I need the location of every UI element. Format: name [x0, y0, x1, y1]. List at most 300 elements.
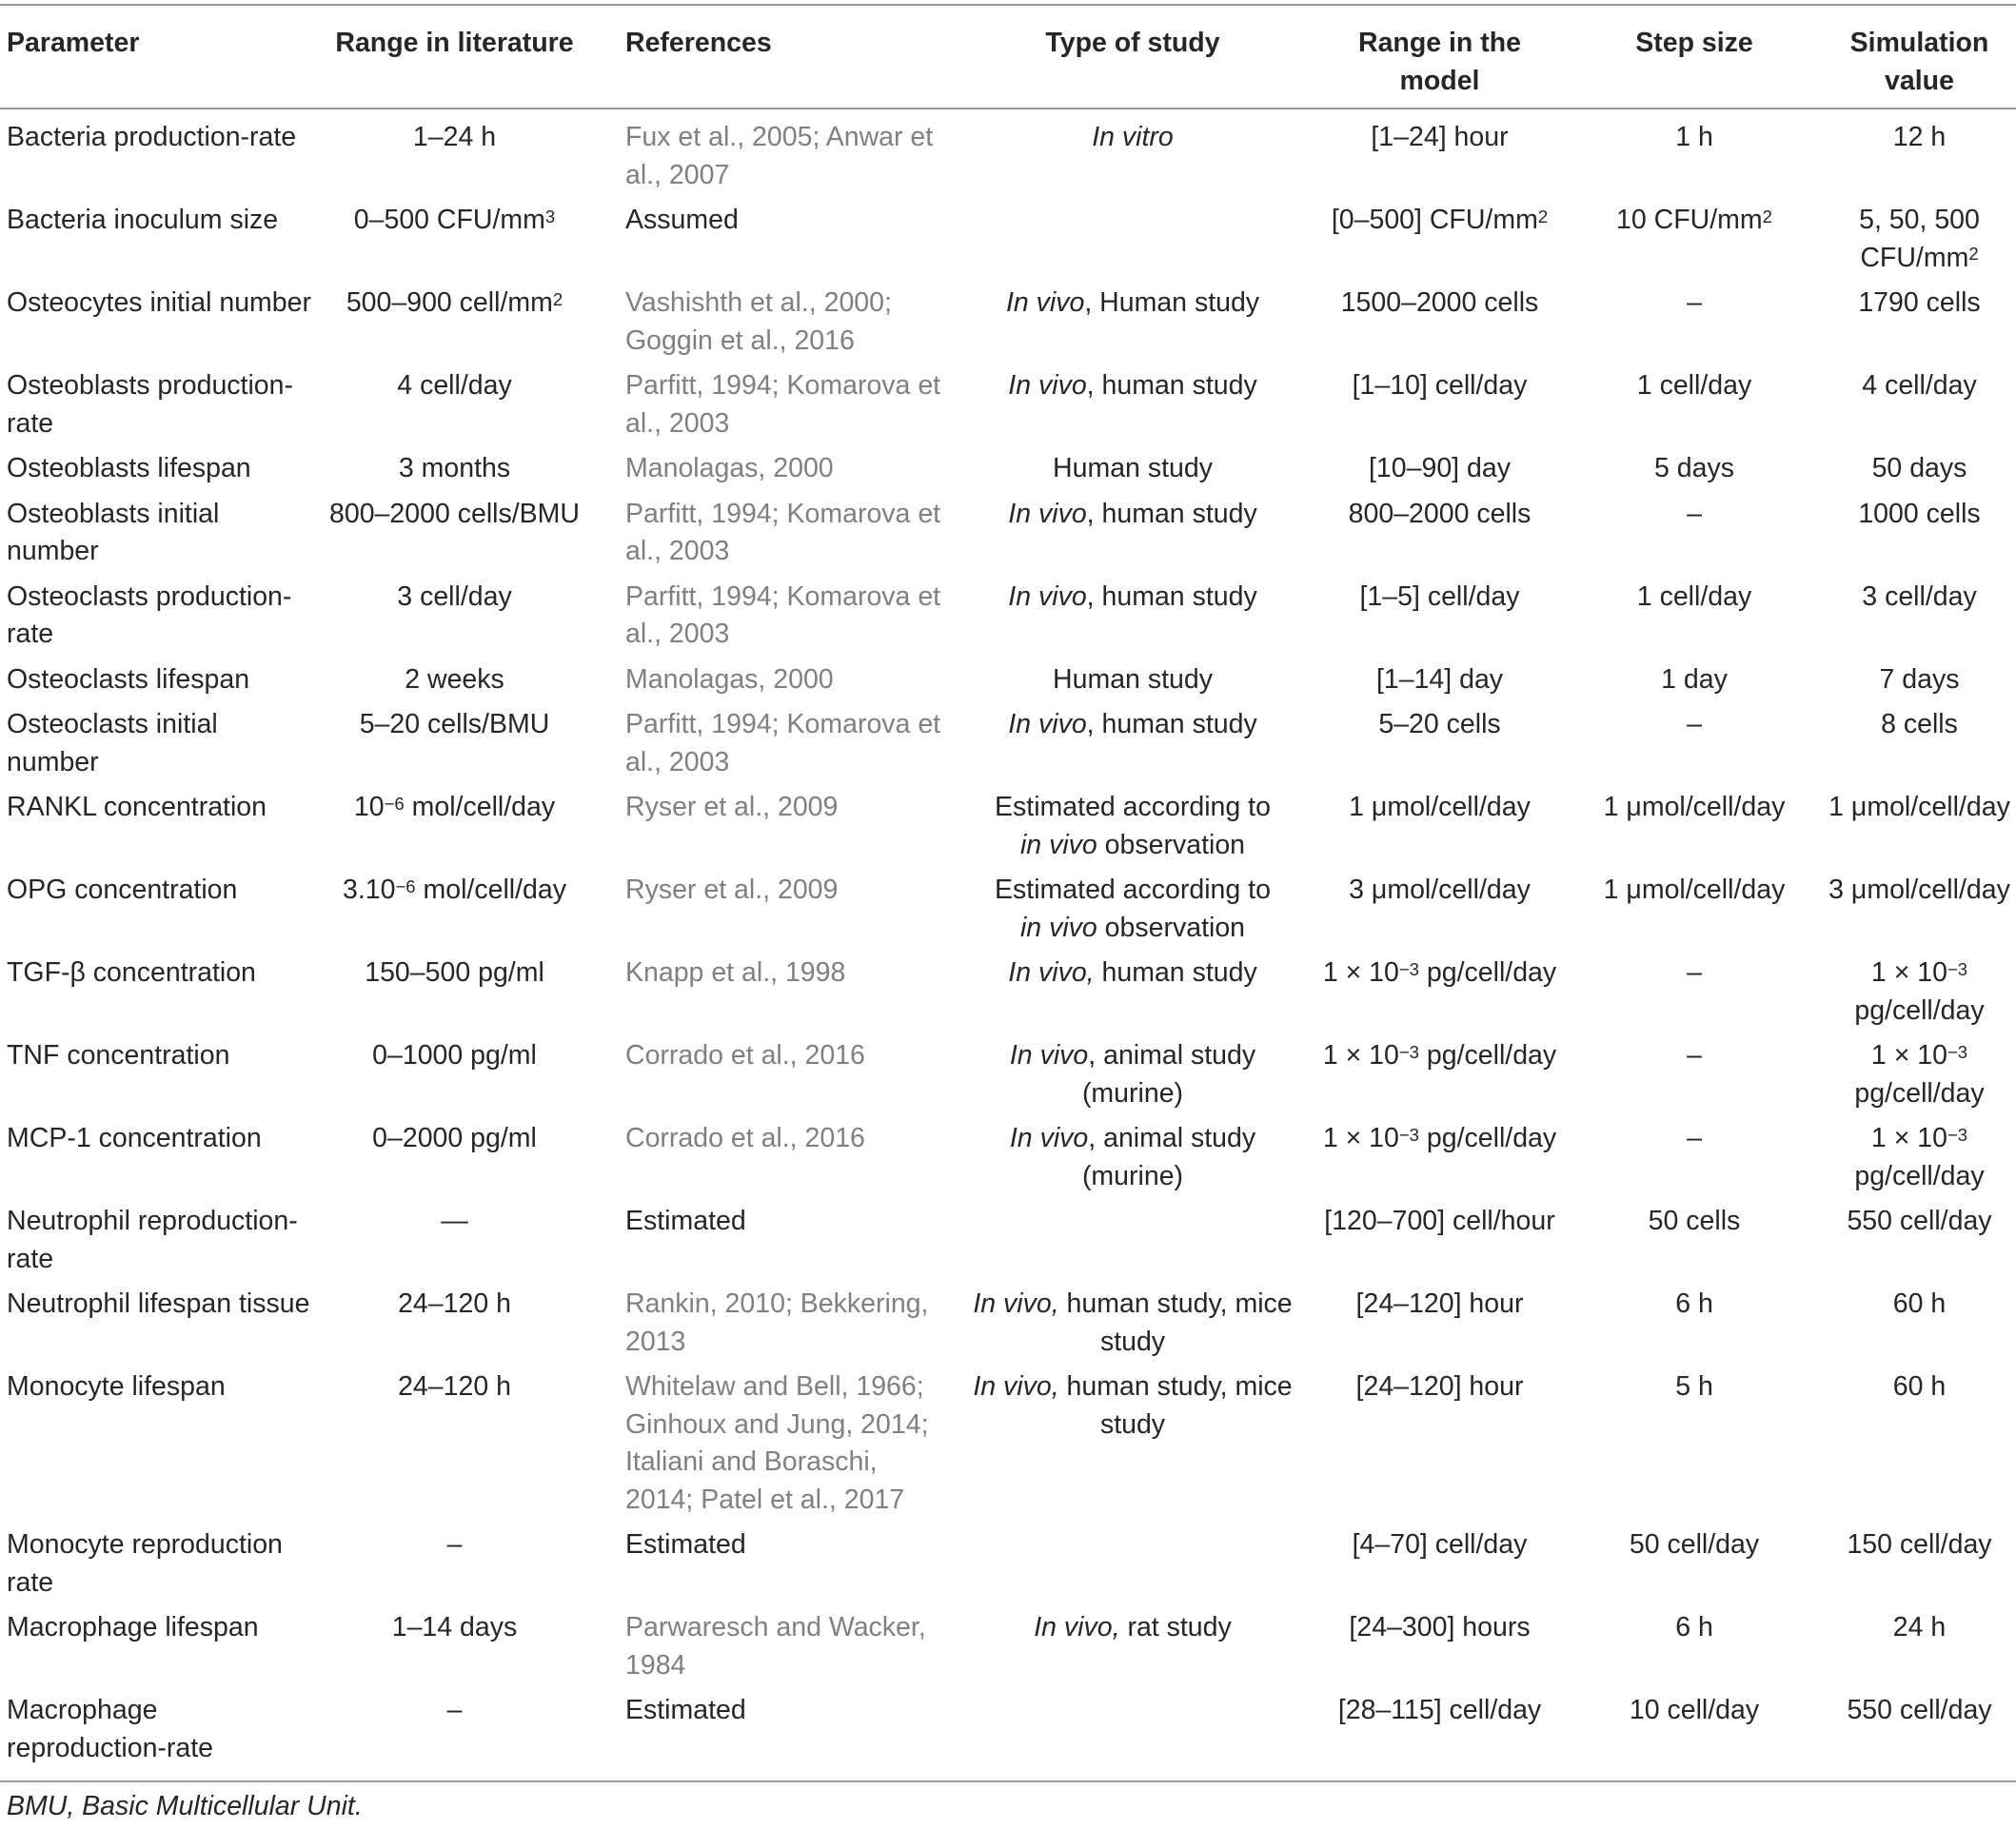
parameter-text: Osteoclasts initial number — [7, 709, 218, 777]
cell-type-of-study — [952, 658, 1314, 703]
parameter-text: TNF concentration — [7, 1040, 230, 1071]
range-literature-text: 500–900 cell/mm — [346, 287, 553, 318]
cell-simulation-value — [1823, 1199, 2016, 1282]
study-italic: In vivo — [1008, 709, 1087, 739]
simulation-value-text: 550 cell/day — [1847, 1695, 1992, 1725]
study-italic: In vitro — [1092, 122, 1174, 152]
simulation-value-text: 7 days — [1879, 663, 1960, 695]
study-rest: human study, mice study — [1058, 1288, 1293, 1357]
cell-simulation-value — [1823, 364, 2016, 446]
parameter-text: MCP-1 concentration — [7, 1123, 262, 1153]
cell-references — [590, 1033, 952, 1116]
cell-range-literature — [319, 364, 590, 446]
range-literature-text: 800–2000 cells/BMU — [329, 498, 580, 529]
range-model-superscript: −3 — [1398, 958, 1419, 979]
table-row — [0, 492, 2016, 575]
cell-references — [590, 1199, 952, 1282]
range-literature-text: 3.10 — [342, 875, 396, 905]
cell-type-of-study — [952, 364, 1314, 446]
references-text: Parfitt, 1994; Komarova et al., 2003 — [625, 498, 941, 566]
cell-type-of-study — [952, 575, 1314, 658]
parameter-text: Osteoblasts lifespan — [7, 453, 251, 483]
table-row — [0, 1688, 2016, 1781]
cell-parameter — [0, 281, 319, 364]
references-text: Assumed — [625, 205, 739, 235]
range-model-suffix: pg/cell/day — [1418, 957, 1557, 988]
references-text: Estimated — [625, 1206, 746, 1236]
parameter-text: Macrophage reproduction-rate — [7, 1695, 214, 1763]
range-model-text: 3 μmol/cell/day — [1349, 875, 1531, 905]
cell-range-literature — [319, 108, 590, 198]
simulation-value-text: 8 cells — [1881, 709, 1958, 739]
cell-range-literature — [319, 281, 590, 364]
cell-parameter — [0, 108, 319, 198]
step-size-text: 5 days — [1654, 453, 1734, 483]
step-size-text: – — [1687, 287, 1702, 318]
range-literature-text: 24–120 h — [398, 1371, 511, 1402]
cell-references — [590, 364, 952, 446]
study-italic: In vivo — [1009, 1123, 1089, 1153]
cell-range-literature — [319, 1199, 590, 1282]
cell-references — [590, 492, 952, 575]
cell-step-size — [1566, 1688, 1823, 1781]
cell-range-literature — [319, 1523, 590, 1605]
study-italic: In vivo — [1008, 580, 1087, 612]
cell-step-size — [1566, 575, 1823, 658]
range-literature-text: 0–500 CFU/mm — [353, 205, 545, 235]
range-literature-text: 10 — [353, 792, 385, 822]
cell-simulation-value — [1823, 281, 2016, 364]
cell-range-model — [1314, 446, 1566, 492]
table-row — [0, 1605, 2016, 1688]
simulation-value-text: 24 h — [1892, 1612, 1947, 1642]
cell-range-literature — [319, 702, 590, 785]
study-italic: in vivo — [1019, 912, 1097, 943]
simulation-value-text: 1000 cells — [1858, 498, 1981, 529]
cell-parameter — [0, 1365, 319, 1523]
cell-type-of-study — [952, 868, 1314, 951]
study-italic: in vivo — [1019, 829, 1097, 860]
cell-parameter — [0, 702, 319, 785]
cell-step-size — [1566, 1033, 1823, 1116]
cell-parameter — [0, 951, 319, 1033]
table-row — [0, 446, 2016, 492]
parameter-text: Monocyte reproduction rate — [7, 1529, 283, 1598]
step-size-text: 1 μmol/cell/day — [1603, 792, 1786, 822]
study-rest: Human study — [1053, 663, 1213, 695]
table-row — [0, 281, 2016, 364]
cell-references — [590, 108, 952, 198]
header-range-model: Range in the model — [1314, 5, 1566, 108]
cell-range-literature — [319, 492, 590, 575]
study-rest: , human study — [1086, 370, 1257, 401]
table-row — [0, 1033, 2016, 1116]
parameter-text: Osteoblasts initial number — [7, 498, 220, 566]
cell-references — [590, 702, 952, 785]
simulation-value-suffix: pg/cell/day — [1854, 1160, 1985, 1191]
header-step-size: Step size — [1566, 5, 1823, 108]
cell-type-of-study — [952, 1199, 1314, 1282]
range-literature-superscript: −6 — [384, 793, 405, 814]
table-row — [0, 868, 2016, 951]
cell-references — [590, 446, 952, 492]
cell-type-of-study — [952, 492, 1314, 575]
table-row — [0, 1199, 2016, 1282]
cell-step-size — [1566, 1116, 1823, 1199]
cell-parameter — [0, 658, 319, 703]
cell-range-literature — [319, 1116, 590, 1199]
range-literature-superscript: 3 — [544, 206, 556, 226]
step-size-text: 1 cell/day — [1636, 580, 1752, 612]
study-rest: observation — [1097, 829, 1246, 860]
range-literature-text: — — [441, 1206, 468, 1236]
range-model-superscript: −3 — [1398, 1124, 1419, 1145]
cell-references — [590, 1688, 952, 1781]
cell-parameter — [0, 1605, 319, 1688]
cell-range-literature — [319, 1688, 590, 1781]
range-model-text: [1–5] cell/day — [1359, 580, 1520, 612]
cell-simulation-value — [1823, 951, 2016, 1033]
cell-references — [590, 575, 952, 658]
step-size-text: – — [1687, 1040, 1702, 1071]
cell-simulation-value — [1823, 868, 2016, 951]
cell-step-size — [1566, 1199, 1823, 1282]
study-rest: observation — [1097, 912, 1246, 943]
cell-type-of-study — [952, 1116, 1314, 1199]
cell-range-model — [1314, 702, 1566, 785]
references-text: Ryser et al., 2009 — [625, 792, 839, 822]
step-size-text: – — [1687, 1123, 1702, 1153]
cell-simulation-value — [1823, 1033, 2016, 1116]
cell-parameter — [0, 1688, 319, 1781]
cell-range-model — [1314, 1365, 1566, 1523]
cell-range-model — [1314, 1523, 1566, 1605]
cell-simulation-value — [1823, 1605, 2016, 1688]
study-rest: human study — [1094, 957, 1257, 988]
range-model-suffix: pg/cell/day — [1418, 1123, 1557, 1153]
header-type-of-study: Type of study — [952, 5, 1314, 108]
references-text: Manolagas, 2000 — [625, 453, 834, 483]
range-model-text: 5–20 cells — [1378, 709, 1501, 739]
header-parameter: Parameter — [0, 5, 319, 108]
cell-parameter — [0, 1523, 319, 1605]
range-literature-text: 5–20 cells/BMU — [359, 709, 550, 739]
cell-references — [590, 281, 952, 364]
references-text: Ryser et al., 2009 — [625, 875, 839, 905]
study-prefix: Estimated according to — [995, 875, 1271, 905]
cell-parameter — [0, 575, 319, 658]
range-model-text: 1 × 10 — [1322, 957, 1399, 988]
cell-type-of-study — [952, 1282, 1314, 1365]
simulation-value-suffix: pg/cell/day — [1854, 1077, 1985, 1109]
study-rest: , human study — [1086, 498, 1257, 529]
cell-references — [590, 1365, 952, 1523]
simulation-value-superscript: −3 — [1947, 1041, 1968, 1062]
cell-range-model — [1314, 951, 1566, 1033]
table-row — [0, 785, 2016, 868]
references-text: Estimated — [625, 1529, 746, 1560]
cell-range-model — [1314, 281, 1566, 364]
references-text: Rankin, 2010; Bekkering, 2013 — [625, 1288, 929, 1357]
range-literature-suffix: mol/cell/day — [404, 792, 556, 822]
parameter-text: Osteocytes initial number — [7, 287, 311, 318]
references-text: Estimated — [625, 1695, 746, 1725]
parameter-table — [0, 4, 2016, 1782]
table-footnote: BMU, Basic Multicellular Unit. — [7, 1791, 363, 1821]
cell-type-of-study — [952, 108, 1314, 198]
range-literature-text: 150–500 pg/ml — [365, 957, 544, 988]
references-text: Vashishth et al., 2000; Goggin et al., 2016 — [625, 287, 892, 356]
references-text: Parfitt, 1994; Komarova et al., 2003 — [625, 370, 941, 439]
parameter-text: Neutrophil reproduction-rate — [7, 1206, 298, 1274]
simulation-value-text: 1790 cells — [1858, 287, 1981, 318]
cell-type-of-study — [952, 951, 1314, 1033]
parameter-text: Macrophage lifespan — [7, 1612, 259, 1642]
cell-type-of-study — [952, 446, 1314, 492]
simulation-value-text: 60 h — [1892, 1371, 1947, 1402]
range-model-text: [0–500] CFU/mm — [1331, 205, 1538, 235]
references-text: Parwaresch and Wacker, 1984 — [625, 1612, 926, 1681]
step-size-text: 5 h — [1675, 1371, 1713, 1402]
step-size-text: – — [1687, 957, 1702, 988]
cell-references — [590, 1116, 952, 1199]
range-model-superscript: 2 — [1537, 206, 1549, 226]
header-range-literature: Range in literature — [319, 5, 590, 108]
cell-type-of-study — [952, 1605, 1314, 1688]
cell-range-model — [1314, 1199, 1566, 1282]
table-row — [0, 108, 2016, 198]
step-size-text: – — [1687, 709, 1702, 739]
range-literature-suffix: mol/cell/day — [415, 875, 566, 905]
range-model-text: 800–2000 cells — [1348, 498, 1532, 529]
cell-range-literature — [319, 446, 590, 492]
cell-step-size — [1566, 785, 1823, 868]
range-literature-text: 3 cell/day — [397, 580, 512, 612]
cell-references — [590, 1523, 952, 1605]
range-model-text: [1–14] day — [1375, 663, 1504, 695]
cell-simulation-value — [1823, 658, 2016, 703]
cell-type-of-study — [952, 281, 1314, 364]
cell-references — [590, 785, 952, 868]
table-body — [0, 108, 2016, 1781]
range-literature-text: – — [446, 1695, 463, 1725]
cell-type-of-study — [952, 1688, 1314, 1781]
cell-type-of-study — [952, 702, 1314, 785]
table-row — [0, 1365, 2016, 1523]
parameter-text: Osteoblasts production-rate — [7, 370, 293, 439]
references-text: Whitelaw and Bell, 1966; Ginhoux and Jung, 2014; Italiani and Boraschi, 2014; Patel et al., 2017 — [625, 1371, 929, 1515]
table-row — [0, 658, 2016, 703]
range-model-text: 1 × 10 — [1322, 1123, 1399, 1153]
range-literature-text: 24–120 h — [398, 1288, 511, 1319]
step-size-text: 6 h — [1675, 1288, 1713, 1319]
study-italic: In vivo — [1008, 370, 1087, 401]
cell-simulation-value — [1823, 785, 2016, 868]
study-rest: , animal study (murine) — [1081, 1123, 1256, 1191]
cell-simulation-value — [1823, 575, 2016, 658]
range-literature-superscript: 2 — [552, 288, 563, 309]
cell-parameter — [0, 1116, 319, 1199]
range-model-text: [1–24] hour — [1371, 122, 1509, 152]
simulation-value-text: 1 μmol/cell/day — [1828, 792, 2010, 822]
cell-references — [590, 658, 952, 703]
step-size-superscript: 2 — [1762, 206, 1772, 226]
cell-type-of-study — [952, 1033, 1314, 1116]
simulation-value-text: 60 h — [1892, 1288, 1947, 1319]
simulation-value-text: 5, 50, 500 CFU/mm — [1859, 205, 1980, 273]
simulation-value-superscript: −3 — [1947, 958, 1968, 979]
cell-step-size — [1566, 281, 1823, 364]
parameter-text: Osteoclasts lifespan — [7, 663, 250, 695]
cell-range-model — [1314, 198, 1566, 281]
cell-range-literature — [319, 785, 590, 868]
cell-parameter — [0, 785, 319, 868]
cell-parameter — [0, 1282, 319, 1365]
cell-simulation-value — [1823, 1523, 2016, 1605]
parameter-text: Monocyte lifespan — [7, 1371, 226, 1402]
cell-range-model — [1314, 492, 1566, 575]
table-row — [0, 1523, 2016, 1605]
step-size-text: 50 cell/day — [1629, 1529, 1760, 1560]
study-italic: In vivo — [1005, 287, 1085, 318]
cell-range-model — [1314, 785, 1566, 868]
table-row — [0, 575, 2016, 658]
range-literature-text: 0–2000 pg/ml — [372, 1123, 537, 1153]
cell-step-size — [1566, 198, 1823, 281]
range-literature-text: 1–24 h — [412, 122, 497, 152]
range-model-text: 1 × 10 — [1322, 1040, 1399, 1071]
table-row — [0, 702, 2016, 785]
range-literature-text: 2 weeks — [405, 663, 504, 695]
cell-step-size — [1566, 446, 1823, 492]
range-literature-text: – — [446, 1529, 463, 1560]
cell-references — [590, 868, 952, 951]
cell-range-model — [1314, 1688, 1566, 1781]
cell-simulation-value — [1823, 446, 2016, 492]
range-model-text: 1 μmol/cell/day — [1349, 792, 1531, 822]
cell-range-model — [1314, 1033, 1566, 1116]
cell-range-literature — [319, 575, 590, 658]
cell-range-model — [1314, 658, 1566, 703]
table-row — [0, 1116, 2016, 1199]
cell-range-literature — [319, 658, 590, 703]
simulation-value-suffix: pg/cell/day — [1854, 994, 1985, 1026]
range-literature-text: 4 cell/day — [397, 370, 512, 401]
simulation-value-text: 550 cell/day — [1847, 1206, 1992, 1236]
simulation-value-text: 3 cell/day — [1862, 580, 1977, 612]
simulation-value-text: 1 × 10 — [1870, 1123, 1947, 1153]
range-model-text: [28–115] cell/day — [1337, 1695, 1542, 1725]
cell-range-model — [1314, 575, 1566, 658]
table-row — [0, 198, 2016, 281]
step-size-text: 6 h — [1675, 1612, 1713, 1642]
cell-simulation-value — [1823, 1688, 2016, 1781]
simulation-value-text: 3 μmol/cell/day — [1828, 875, 2010, 905]
parameter-text: RANKL concentration — [7, 792, 267, 822]
range-model-text: [24–300] hours — [1349, 1612, 1531, 1642]
cell-parameter — [0, 1033, 319, 1116]
study-italic: In vivo, — [1008, 957, 1095, 988]
cell-parameter — [0, 364, 319, 446]
cell-references — [590, 1605, 952, 1688]
cell-step-size — [1566, 658, 1823, 703]
header-references: References — [590, 5, 952, 108]
cell-range-literature — [319, 1605, 590, 1688]
cell-parameter — [0, 446, 319, 492]
parameter-text: OPG concentration — [7, 875, 238, 905]
table-row — [0, 1282, 2016, 1365]
range-literature-text: 0–1000 pg/ml — [372, 1040, 537, 1071]
cell-range-literature — [319, 868, 590, 951]
cell-range-literature — [319, 1282, 590, 1365]
cell-simulation-value — [1823, 1282, 2016, 1365]
range-model-text: [4–70] cell/day — [1352, 1529, 1528, 1560]
parameter-text: Bacteria inoculum size — [7, 205, 279, 235]
header-simulation-value: Simulation value — [1823, 5, 2016, 108]
study-italic: In vivo — [1008, 498, 1087, 529]
cell-type-of-study — [952, 1523, 1314, 1605]
cell-parameter — [0, 492, 319, 575]
cell-references — [590, 1282, 952, 1365]
cell-parameter — [0, 198, 319, 281]
study-prefix: Estimated according to — [995, 792, 1271, 822]
study-italic: In vivo — [1009, 1040, 1089, 1071]
cell-type-of-study — [952, 1365, 1314, 1523]
study-rest: , animal study (murine) — [1081, 1040, 1256, 1109]
simulation-value-text: 150 cell/day — [1847, 1529, 1992, 1560]
cell-parameter — [0, 868, 319, 951]
cell-references — [590, 951, 952, 1033]
step-size-text: 1 day — [1661, 663, 1728, 695]
range-model-text: 1500–2000 cells — [1340, 287, 1539, 318]
study-rest: , human study — [1086, 580, 1257, 612]
references-text: Fux et al., 2005; Anwar et al., 2007 — [625, 122, 934, 190]
cell-range-literature — [319, 1365, 590, 1523]
references-text: Parfitt, 1994; Komarova et al., 2003 — [625, 580, 941, 649]
cell-step-size — [1566, 868, 1823, 951]
study-italic: In vivo, — [973, 1371, 1059, 1402]
range-model-text: [1–10] cell/day — [1352, 370, 1528, 401]
step-size-text: 10 cell/day — [1629, 1695, 1760, 1725]
cell-step-size — [1566, 492, 1823, 575]
cell-step-size — [1566, 1605, 1823, 1688]
step-size-text: 50 cells — [1648, 1206, 1741, 1236]
range-model-text: [120–700] cell/hour — [1324, 1206, 1555, 1236]
cell-simulation-value — [1823, 1116, 2016, 1199]
cell-parameter — [0, 1199, 319, 1282]
study-italic: In vivo, — [1034, 1612, 1120, 1642]
study-rest: human study, mice study — [1058, 1371, 1293, 1440]
study-italic: In vivo, — [973, 1288, 1059, 1319]
cell-step-size — [1566, 1523, 1823, 1605]
step-size-text: 1 μmol/cell/day — [1603, 875, 1786, 905]
cell-simulation-value — [1823, 108, 2016, 198]
cell-type-of-study — [952, 198, 1314, 281]
step-size-text: 10 CFU/mm — [1616, 205, 1763, 235]
cell-simulation-value — [1823, 492, 2016, 575]
references-text: Corrado et al., 2016 — [625, 1040, 865, 1071]
references-text: Knapp et al., 1998 — [625, 957, 846, 988]
parameter-text: Neutrophil lifespan tissue — [7, 1288, 310, 1319]
parameter-text: Bacteria production-rate — [7, 122, 297, 152]
parameter-text: Osteoclasts production-rate — [7, 580, 292, 649]
cell-range-model — [1314, 1116, 1566, 1199]
range-model-superscript: −3 — [1398, 1041, 1419, 1062]
cell-step-size — [1566, 364, 1823, 446]
study-rest: , human study — [1086, 709, 1257, 739]
cell-step-size — [1566, 702, 1823, 785]
references-text: Manolagas, 2000 — [625, 663, 834, 695]
